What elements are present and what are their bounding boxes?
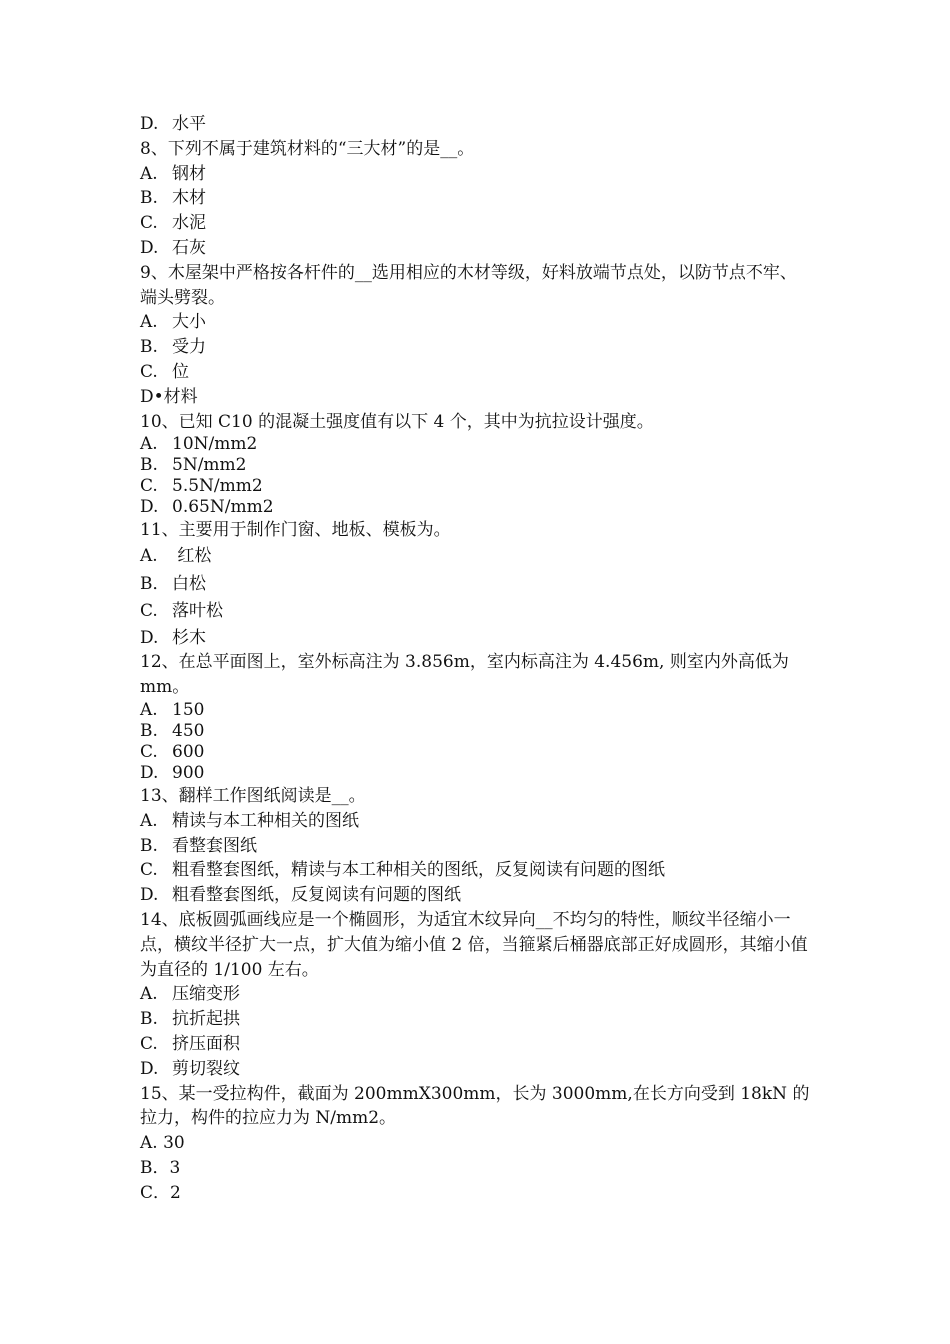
option-text: 白松 <box>172 573 206 594</box>
option-line <box>140 1057 810 1082</box>
option-letter: D. <box>140 497 159 518</box>
option-line <box>140 476 810 497</box>
option-line <box>140 571 810 599</box>
question-text: 10、已知 C10 的混凝土强度值有以下 4 个，其中为抗拉设计强度。 <box>140 411 654 432</box>
option-line: B．3 <box>140 1158 181 1178</box>
option-letter: C. <box>140 476 158 497</box>
option-line <box>140 434 810 455</box>
question-text: 8、下列不属于建筑材料的“三大材”的是__。 <box>140 138 475 159</box>
option-text: 受力 <box>172 337 206 358</box>
question-text: 14、底板圆弧画线应是一个椭圆形，为适宜木纹异向__不均匀的特性，顺纹半径缩小一点，横纹半径扩大一点，扩大值为缩小值 2 倍，当箍紧后桶器底部正好成圆形，其缩小值为直径的 1/100 左右。 <box>140 910 808 980</box>
option-line <box>140 883 810 908</box>
option-line <box>140 236 810 261</box>
option-text: 红松 <box>172 546 212 567</box>
option-letter: D. <box>140 237 159 258</box>
option-text: 600 <box>172 742 205 763</box>
option-text: 5N/mm2 <box>172 455 247 476</box>
question-text: 13、翻样工作图纸阅读是__。 <box>140 786 366 807</box>
option-text: 木材 <box>172 188 206 209</box>
option-letter: C. <box>140 1034 158 1055</box>
option-letter: C. <box>140 601 158 622</box>
option-text: 抗折起拱 <box>172 1009 240 1030</box>
option-letter: A. <box>140 810 158 831</box>
option-letter: B. <box>140 455 158 476</box>
option-line <box>140 1007 810 1032</box>
question-list <box>140 112 810 1206</box>
option-text: 钢材 <box>172 163 206 184</box>
option-line: C．2 <box>140 1182 181 1203</box>
option-line <box>140 763 810 784</box>
option-line <box>140 858 810 883</box>
option-text: 位 <box>172 361 189 382</box>
option-letter: B. <box>140 188 158 209</box>
question-text: 12、在总平面图上，室外标高注为 3.856m，室内标高注为 4.456m, 则室内外高低为 mm。 <box>140 652 789 698</box>
option-line <box>140 310 810 335</box>
option-text: 粗看整套图纸，精读与本工种相关的图纸，反复阅读有问题的图纸 <box>172 860 665 881</box>
option-letter: A. <box>140 163 158 184</box>
option-line <box>140 162 810 187</box>
option-letter: D. <box>140 885 159 906</box>
option-line <box>140 543 810 571</box>
option-line <box>140 982 810 1007</box>
option-line <box>140 186 810 211</box>
option-letter: B. <box>140 835 158 856</box>
option-line: D•材料 <box>140 386 198 407</box>
option-letter: A. <box>140 700 158 721</box>
option-letter: C. <box>140 213 158 234</box>
option-line <box>140 742 810 763</box>
option-text: 10N/mm2 <box>172 434 258 455</box>
option-line <box>140 497 810 518</box>
option-line <box>140 1032 810 1057</box>
option-text: 挤压面积 <box>172 1034 240 1055</box>
option-text: 大小 <box>172 312 206 333</box>
option-letter: A. <box>140 984 158 1005</box>
option-letter: D. <box>140 627 159 648</box>
option-letter: D. <box>140 763 159 784</box>
question-text: 11、主要用于制作门窗、地板、模板为。 <box>140 520 451 541</box>
option-line <box>140 112 810 137</box>
option-line <box>140 455 810 476</box>
option-text: 精读与本工种相关的图纸 <box>172 810 359 831</box>
option-text: 150 <box>172 700 205 721</box>
option-line <box>140 335 810 360</box>
option-text: 0.65N/mm2 <box>172 497 274 518</box>
option-line <box>140 721 810 742</box>
option-line <box>140 834 810 859</box>
option-text: 粗看整套图纸，反复阅读有问题的图纸 <box>172 885 461 906</box>
option-line <box>140 598 810 626</box>
option-text: 900 <box>172 763 205 784</box>
option-line <box>140 809 810 834</box>
option-text: 杉木 <box>172 627 206 648</box>
option-text: 水平 <box>172 114 206 134</box>
option-letter: D. <box>140 114 159 134</box>
option-letter: C. <box>140 742 158 763</box>
option-letter: A. <box>140 434 158 455</box>
option-text: 剪切裂纹 <box>172 1058 240 1079</box>
option-letter: A. <box>140 312 158 333</box>
option-letter: B. <box>140 337 158 358</box>
option-text: 压缩变形 <box>172 984 240 1005</box>
option-letter: B. <box>140 721 158 742</box>
option-text: 5.5N/mm2 <box>172 476 263 497</box>
option-line <box>140 700 810 721</box>
option-text: 450 <box>172 721 205 742</box>
question-text: 9、木屋架中严格按各杆件的__选用相应的木材等级，好料放端节点处，以防节点不牢、端头劈裂。 <box>140 262 797 308</box>
option-letter: B． <box>140 573 170 594</box>
option-line: A. 30 <box>140 1133 185 1154</box>
option-text: 石灰 <box>172 237 206 258</box>
option-letter: B. <box>140 1009 158 1030</box>
option-line <box>140 211 810 236</box>
option-letter: C. <box>140 361 158 382</box>
option-letter: D. <box>140 1058 159 1079</box>
option-text: 落叶松 <box>172 601 223 622</box>
option-letter: A. <box>140 546 158 567</box>
option-letter: C. <box>140 860 158 881</box>
option-line <box>140 626 810 651</box>
option-text: 水泥 <box>172 213 206 234</box>
option-text: 看整套图纸 <box>172 835 257 856</box>
option-line <box>140 360 810 385</box>
question-text: 15、某一受拉构件，截面为 200mmX300mm，长为 3000mm,在长方向受到 18kN 的拉力，构件的拉应力为 N/mm2。 <box>140 1083 810 1129</box>
